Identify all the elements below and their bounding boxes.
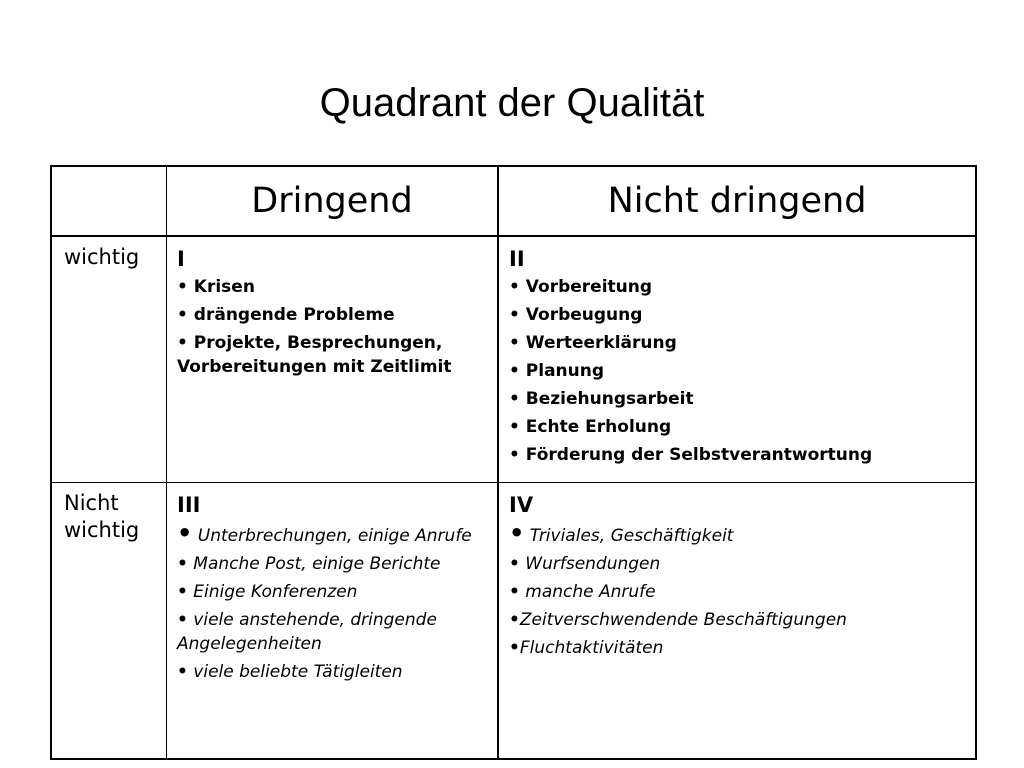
list-item: • Beziehungsarbeit [509,389,694,409]
quadrant-numeral: I [177,247,185,271]
bullet-icon: • [509,389,520,409]
list-item: • drängende Probleme [177,305,395,325]
list-item: • Vorbeugung [509,305,643,325]
bullet-icon: • [509,333,520,353]
bullet-icon: • [509,553,520,574]
list-item: • Förderung der Selbstverantwortung [509,445,873,465]
row-wichtig [51,236,976,482]
bullet-icon: • [509,361,520,381]
row-label-line2: wichtig [64,517,140,542]
bullet-icon: • [177,305,188,325]
list-item: • Wurfsendungen [509,553,661,574]
bullet-icon: • [509,518,525,547]
list-item: • Projekte, Besprechungen, Vorbereitungen mit Zeitlimit [177,333,452,377]
row-nicht-wichtig [51,482,976,759]
list-item: • Werteerklärung [509,333,677,353]
header-nicht-dringend: Nicht dringend [498,166,976,236]
row-label-nicht-wichtig [51,482,167,759]
quadrant-numeral: IV [509,492,534,517]
bullet-icon: • [509,609,520,630]
list-item: • Echte Erholung [509,417,672,437]
bullet-icon: • [509,277,520,297]
bullet-icon: • [177,609,188,630]
list-item: • Unterbrechungen, einige Anrufe [177,518,472,547]
bullet-icon: • [509,305,520,325]
row-label-text: wichtig [64,245,140,269]
bullet-icon: • [509,445,520,465]
slide-title: Quadrant der Qualität [319,81,705,125]
quadrant-ii [498,236,976,482]
bullet-icon: • [177,553,188,574]
list-item: • Manche Post, einige Berichte [177,553,441,574]
bullet-icon: • [177,277,188,297]
bullet-icon: • [177,333,188,353]
bullet-icon: • [177,661,188,682]
header-empty-cell [51,166,167,236]
list-item: • viele beliebte Tätigleiten [177,661,403,682]
row-label-line1: Nicht [64,490,119,515]
quadrant-iii [167,482,499,759]
bullet-icon: • [509,581,520,602]
quadrant-numeral: III [177,492,201,517]
list-item: •Zeitverschwendende Beschäftigungen [509,609,847,630]
list-item: • Einige Konferenzen [177,581,358,602]
list-item: • Krisen [177,277,255,297]
header-row [51,166,976,236]
bullet-icon: • [177,518,193,547]
list-item: • manche Anrufe [509,581,656,602]
priority-matrix-table [50,165,977,760]
list-item: • Planung [509,361,605,381]
list-item: •Fluchtaktivitäten [509,637,664,658]
list-item: • Triviales, Geschäftigkeit [509,518,734,547]
row-label-wichtig [51,236,167,482]
bullet-icon: • [509,637,520,658]
header-dringend: Dringend [167,166,499,236]
bullet-icon: • [177,581,188,602]
quadrant-numeral: II [509,247,525,271]
list-item: • Vorbereitung [509,277,653,297]
list-item: • viele anstehende, dringende Angelegenheiten [177,609,437,654]
quadrant-i [167,236,499,482]
quadrant-iv [498,482,976,759]
bullet-icon: • [509,417,520,437]
